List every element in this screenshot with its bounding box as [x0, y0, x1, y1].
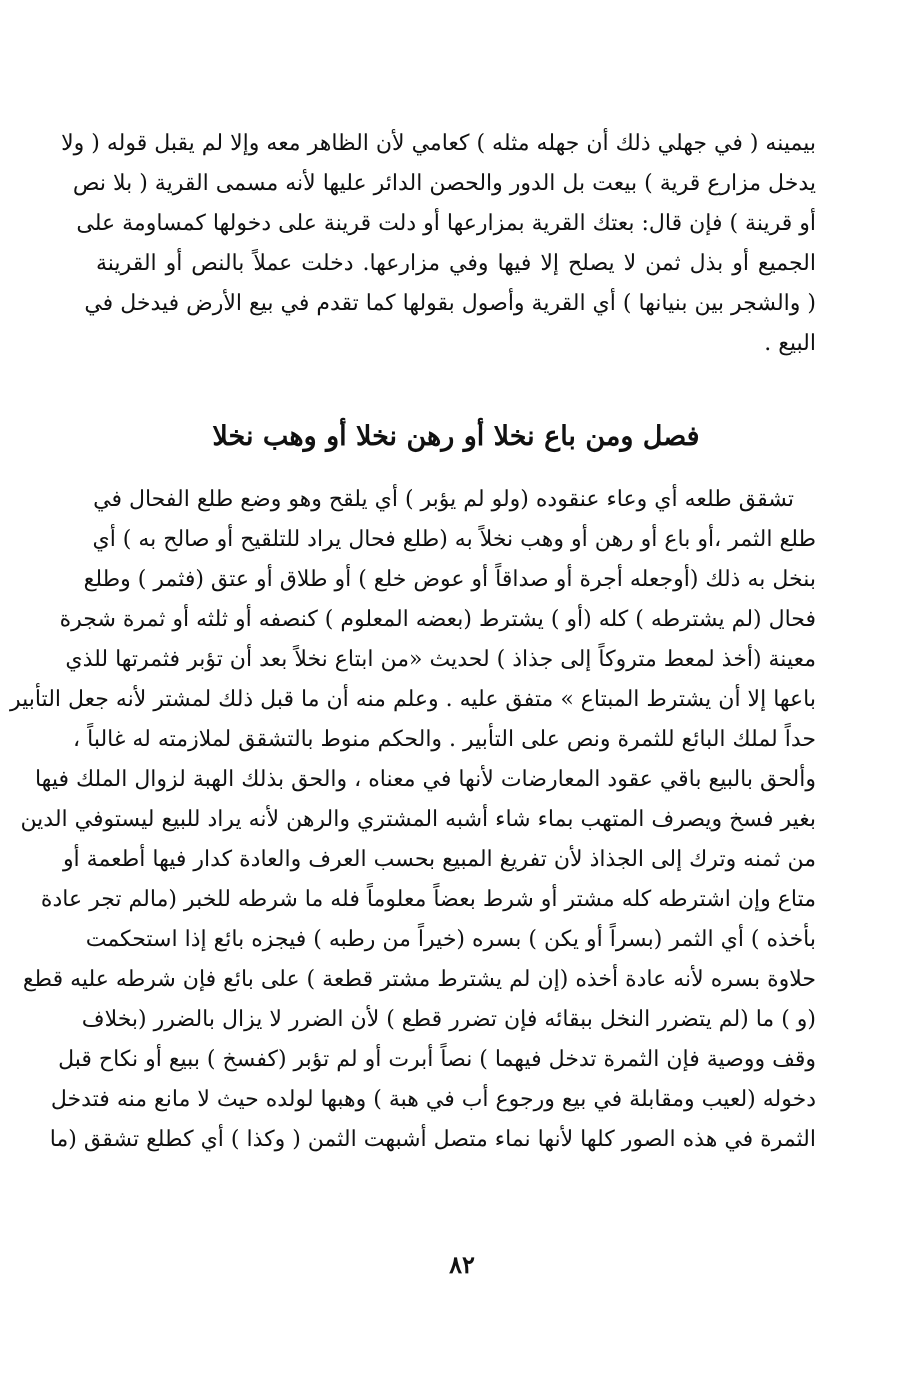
section-heading: فصل ومن باع نخلا أو رهن نخلا أو وهب نخلا	[212, 421, 700, 452]
main-paragraph	[9, 480, 816, 1160]
text-line: الجميع أو بذل ثمن لا يصلح إلا فيها وفي مزارعها. دخلت عملاً بالنص أو القرينة	[96, 251, 816, 276]
text-line: باعها إلا أن يشترط المبتاع » متفق عليه . وعلم منه أن ما قبل ذلك لمشتر لأنه جعل التأبير	[9, 687, 816, 712]
text-line: الثمرة في هذه الصور كلها لأنها نماء متصل أشبهت الثمن ( وكذا ) أي كطلع تشقق (ما	[49, 1127, 816, 1152]
top-paragraph	[61, 124, 816, 364]
text-line: ( والشجر بين بنيانها ) أي القرية وأصول بقولها كما تقدم في بيع الأرض فيدخل في	[84, 291, 816, 316]
text-line: وقف ووصية فإن الثمرة تدخل فيهما ) نصاً أبرت أو لم تؤبر (كفسخ ) ببيع أو نكاح قبل	[58, 1047, 816, 1072]
text-line: بيمينه ( في جهلي ذلك أن جهله مثله ) كعامي لأن الظاهر معه وإلا لم يقبل قوله ( ولا	[61, 131, 816, 156]
text-line: البيع .	[764, 331, 816, 356]
text-line: حلاوة بسره لأنه عادة أخذه (إن لم يشترط مشتر قطعة ) على بائع فإن شرطه عليه قطع	[22, 967, 816, 992]
text-line: من ثمنه وترك إلى الجذاذ لأن تفريغ المبيع بحسب العرف والعادة كدار فيها أطعمة أو	[62, 847, 816, 872]
text-line: طلع الثمر ،أو باع أو رهن أو وهب نخلاً به (طلع فحال يراد للتلقيح أو صالح به ) أي	[92, 527, 816, 552]
text-line: دخوله (لعيب ومقابلة في بيع ورجوع أب في هبة ) وهبها لولده حيث لا مانع منه فتدخل	[50, 1087, 816, 1112]
text-line: بنخل به ذلك (أوجعله أجرة أو صداقاً أو عوض خلع ) أو طلاق أو عتق (فثمر ) وطلع	[83, 567, 816, 592]
page-number: ٨٢	[449, 1250, 475, 1279]
text-line: يدخل مزارع قرية ) بيعت بل الدور والحصن الدائر عليها لأنه مسمى القرية ( بلا نص	[72, 171, 816, 196]
text-line: متاع وإن اشترطه كله مشتر أو شرط بعضاً معلوماً فله ما شرطه للخبر (مالم تجر عادة	[40, 887, 816, 912]
text-line: تشقق طلعه أي وعاء عنقوده (ولو لم يؤبر ) أي يلقح وهو وضع طلع الفحال في	[93, 487, 794, 512]
text-line: بأخذه ) أي الثمر (بسراً أو يكن ) بسره (خيراً من رطبه ) فيجزه بائع إذا استحكمت	[85, 927, 816, 952]
text-line: حداً لملك البائع للثمرة ونص على التأبير . والحكم منوط بالتشقق لملازمته له غالباً ،	[73, 727, 816, 752]
text-line: (و ) ما (لم يتضرر النخل ببقائه فإن تضرر قطع ) لأن الضرر لا يزال بالضرر (بخلاف	[81, 1007, 816, 1032]
text-line: أو قرينة ) فإن قال: بعتك القرية بمزارعها أو دلت قرينة على دخولها كمساومة على	[76, 211, 816, 236]
text-line: وألحق بالبيع باقي عقود المعارضات لأنها في معناه ، والحق بذلك الهبة لزوال الملك فيها	[34, 767, 816, 792]
text-line: فحال (لم يشترطه ) كله (أو ) يشترط (بعضه المعلوم ) كنصفه أو ثلثه أو ثمرة شجرة	[59, 607, 816, 632]
text-line: بغير فسخ ويصرف المتهب بماء شاء أشبه المشتري والرهن لأنه يراد للبيع ليستوفي الدين	[20, 807, 816, 832]
text-line: معينة (أخذ لمعط متروكاً إلى جذاذ ) لحديث «من ابتاع نخلاً بعد أن تؤبر فثمرتها للذي	[65, 647, 816, 672]
